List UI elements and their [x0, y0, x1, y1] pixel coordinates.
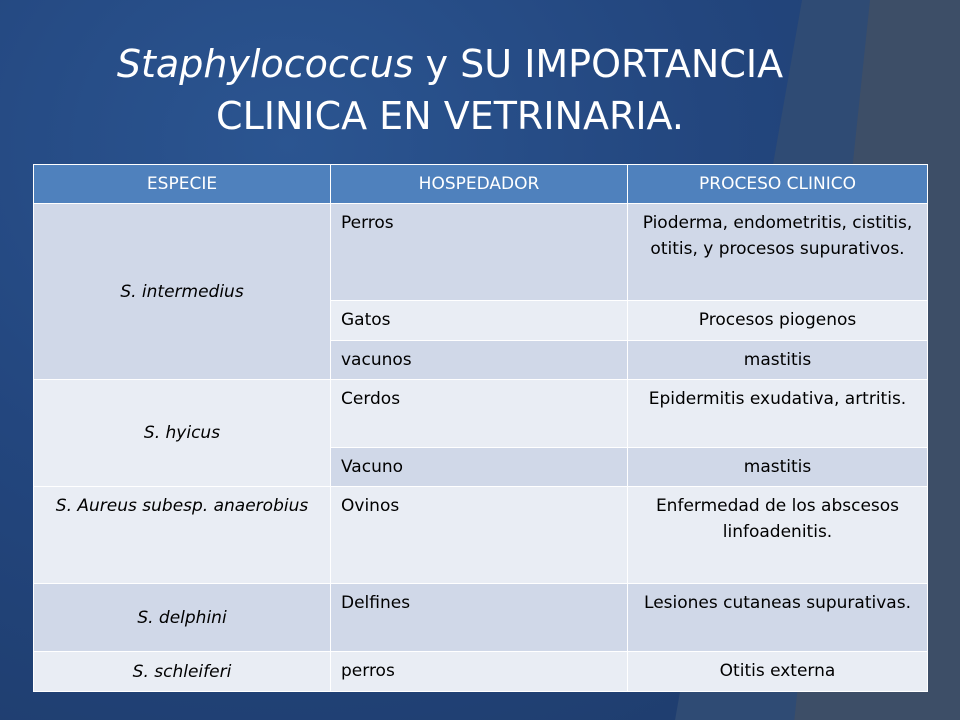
host-cell: perros: [331, 652, 628, 692]
table-row: [34, 487, 928, 584]
title-genus: Staphylococcus: [116, 42, 414, 86]
process-cell: Lesiones cutaneas supurativas.: [628, 584, 928, 652]
host-cell: Perros: [331, 204, 628, 301]
table-row: [34, 204, 928, 301]
host-cell: Ovinos: [331, 487, 628, 584]
header-hospedador: HOSPEDADOR: [331, 165, 628, 204]
host-cell: vacunos: [331, 341, 628, 380]
table-header-row: [34, 165, 928, 204]
title-line2: CLINICA EN VETRINARIA.: [216, 94, 684, 138]
species-cell: S. hyicus: [34, 380, 331, 487]
process-cell: Procesos piogenos: [628, 301, 928, 341]
host-cell: Gatos: [331, 301, 628, 341]
host-cell: Delfines: [331, 584, 628, 652]
process-cell: Epidermitis exudativa, artritis.: [628, 380, 928, 448]
header-especie: ESPECIE: [34, 165, 331, 204]
species-cell: S. Aureus subesp. anaerobius: [34, 487, 331, 584]
slide-title: [40, 38, 860, 142]
species-cell: S. delphini: [34, 584, 331, 652]
title-line1-rest: y SU IMPORTANCIA: [413, 42, 784, 86]
process-cell: Enfermedad de los abscesos linfoadenitis.: [628, 487, 928, 584]
species-cell: S. intermedius: [34, 204, 331, 380]
process-cell: mastitis: [628, 448, 928, 487]
species-table: [33, 164, 928, 692]
table-row: [34, 584, 928, 652]
process-cell: Otitis externa: [628, 652, 928, 692]
species-cell: S. schleiferi: [34, 652, 331, 692]
host-cell: Vacuno: [331, 448, 628, 487]
process-cell: Pioderma, endometritis, cistitis, otitis, y procesos supurativos.: [628, 204, 928, 301]
table-row: [34, 380, 928, 448]
table-row: [34, 652, 928, 692]
header-proceso-clinico: PROCESO CLINICO: [628, 165, 928, 204]
process-cell: mastitis: [628, 341, 928, 380]
host-cell: Cerdos: [331, 380, 628, 448]
